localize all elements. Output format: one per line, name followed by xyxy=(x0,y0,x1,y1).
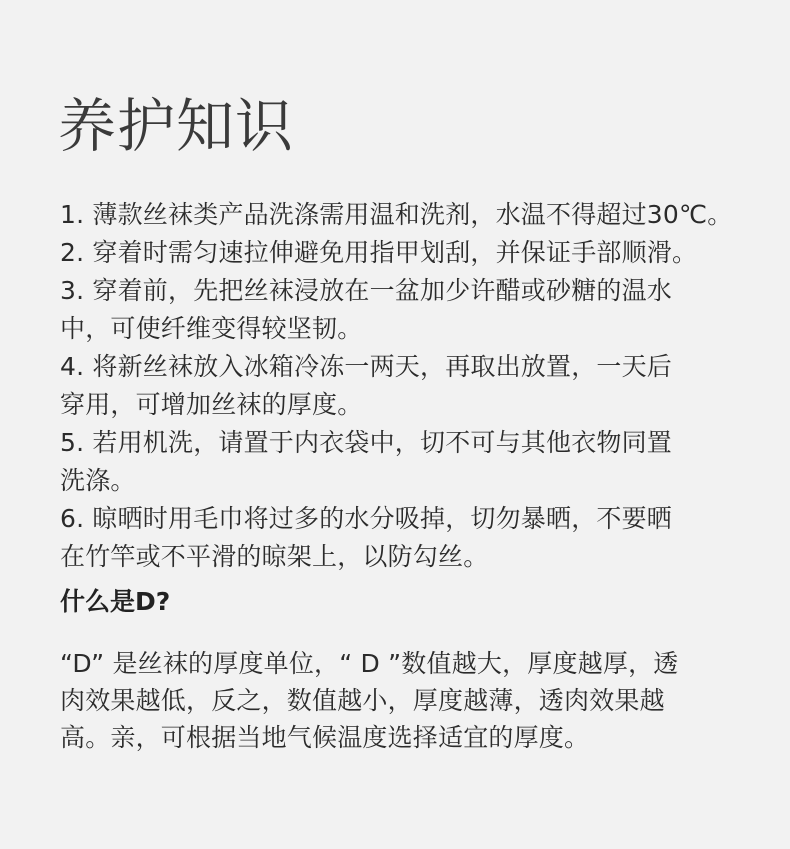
denier-explanation: “D” 是丝袜的厚度单位，“ D ”数值越大，厚度越厚，透 肉效果越低，反之，数值越小，厚度越薄，透肉效果越 高。亲，可根据当地气候温度选择适宜的厚度。 xyxy=(60,649,679,752)
care-instruction-item-1: 1. 薄款丝袜类产品洗涤需用温和洗剂，水温不得超过30℃。 xyxy=(60,200,733,229)
care-instruction-item-6: 6. 晾晒时用毛巾将过多的水分吸掉，切勿暴晒，不要晒 在竹竿或不平滑的晾架上，以防勾丝。 xyxy=(60,504,673,571)
care-instruction-item-3: 3. 穿着前，先把丝袜浸放在一盆加少许醋或砂糖的温水 中，可使纤维变得较坚韧。 xyxy=(60,276,673,343)
care-instruction-item-2: 2. 穿着时需匀速拉伸避免用指甲划刮，并保证手部顺滑。 xyxy=(60,238,698,267)
denier-heading: 什么是D? xyxy=(60,587,171,616)
care-instruction-item-5: 5. 若用机洗，请置于内衣袋中，切不可与其他衣物同置 洗涤。 xyxy=(60,428,673,495)
page-title: 养护知识 xyxy=(58,92,295,160)
care-instructions-list xyxy=(60,196,760,576)
care-instruction-item-4: 4. 将新丝袜放入冰箱冷冻一两天，再取出放置，一天后 穿用，可增加丝袜的厚度。 xyxy=(60,352,673,419)
